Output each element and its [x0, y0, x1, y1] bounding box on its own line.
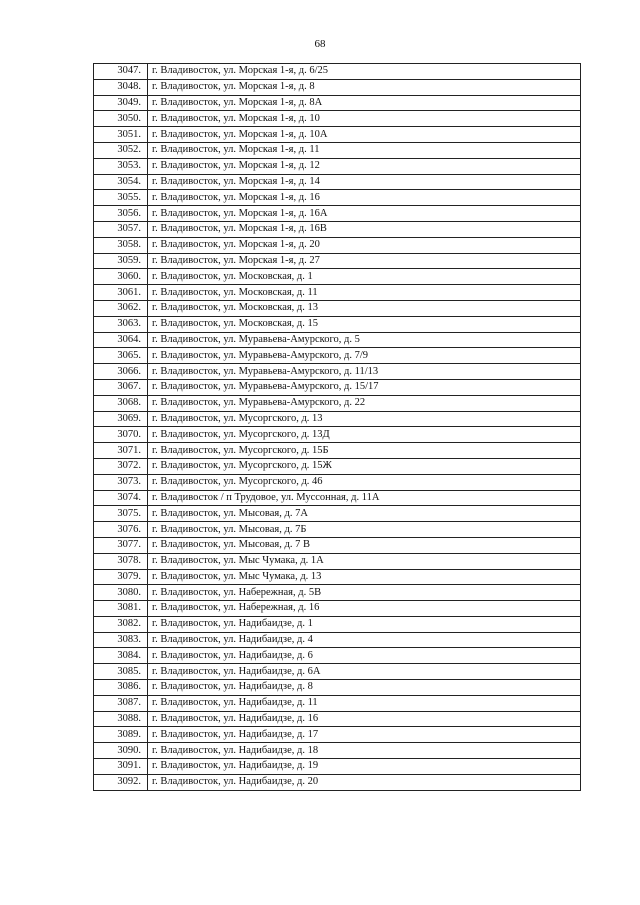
row-number: 3047.	[94, 64, 148, 80]
table-row	[94, 253, 581, 269]
row-number: 3064.	[94, 332, 148, 348]
row-number: 3058.	[94, 237, 148, 253]
table-row	[94, 221, 581, 237]
row-address: г. Владивосток, ул. Надибаидзе, д. 20	[148, 774, 581, 790]
row-number: 3068.	[94, 395, 148, 411]
table-row	[94, 364, 581, 380]
table-row	[94, 127, 581, 143]
row-number: 3066.	[94, 364, 148, 380]
row-number: 3070.	[94, 427, 148, 443]
table-row	[94, 348, 581, 364]
row-address: г. Владивосток, ул. Мыс Чумака, д. 13	[148, 569, 581, 585]
table-row	[94, 458, 581, 474]
table-row	[94, 632, 581, 648]
table-row	[94, 95, 581, 111]
row-number: 3089.	[94, 727, 148, 743]
row-number: 3088.	[94, 711, 148, 727]
row-address: г. Владивосток, ул. Надибаидзе, д. 16	[148, 711, 581, 727]
table-row	[94, 506, 581, 522]
table-row	[94, 601, 581, 617]
row-number: 3050.	[94, 111, 148, 127]
row-number: 3051.	[94, 127, 148, 143]
row-number: 3092.	[94, 774, 148, 790]
table-row	[94, 695, 581, 711]
table-row	[94, 522, 581, 538]
row-address: г. Владивосток, ул. Муравьева-Амурского, д. 22	[148, 395, 581, 411]
row-number: 3065.	[94, 348, 148, 364]
row-number: 3049.	[94, 95, 148, 111]
row-address: г. Владивосток, ул. Морская 1-я, д. 16В	[148, 221, 581, 237]
table-row	[94, 285, 581, 301]
row-address: г. Владивосток, ул. Надибаидзе, д. 6А	[148, 664, 581, 680]
table-row	[94, 585, 581, 601]
row-number: 3077.	[94, 537, 148, 553]
row-number: 3091.	[94, 759, 148, 775]
page-number: 68	[314, 38, 326, 50]
table-row	[94, 743, 581, 759]
table-row	[94, 537, 581, 553]
row-number: 3081.	[94, 601, 148, 617]
row-number: 3073.	[94, 474, 148, 490]
table-row	[94, 300, 581, 316]
table-row	[94, 727, 581, 743]
row-address: г. Владивосток, ул. Морская 1-я, д. 20	[148, 237, 581, 253]
row-address: г. Владивосток, ул. Мысовая, д. 7 В	[148, 537, 581, 553]
row-address: г. Владивосток, ул. Надибаидзе, д. 18	[148, 743, 581, 759]
row-address: г. Владивосток, ул. Мусоргского, д. 13Д	[148, 427, 581, 443]
row-address: г. Владивосток, ул. Муравьева-Амурского, д. 11/13	[148, 364, 581, 380]
row-number: 3069.	[94, 411, 148, 427]
table-row	[94, 379, 581, 395]
table-row	[94, 569, 581, 585]
row-number: 3079.	[94, 569, 148, 585]
table-row	[94, 427, 581, 443]
row-address: г. Владивосток, ул. Мысовая, д. 7А	[148, 506, 581, 522]
table-row	[94, 79, 581, 95]
row-number: 3060.	[94, 269, 148, 285]
row-number: 3074.	[94, 490, 148, 506]
table-row	[94, 474, 581, 490]
table-row	[94, 774, 581, 790]
row-address: г. Владивосток, ул. Морская 1-я, д. 27	[148, 253, 581, 269]
row-address: г. Владивосток, ул. Надибаидзе, д. 8	[148, 680, 581, 696]
table-row	[94, 490, 581, 506]
row-address: г. Владивосток, ул. Набережная, д. 16	[148, 601, 581, 617]
table-row	[94, 64, 581, 80]
row-address: г. Владивосток, ул. Мысовая, д. 7Б	[148, 522, 581, 538]
row-address: г. Владивосток, ул. Морская 1-я, д. 6/25	[148, 64, 581, 80]
table-row	[94, 443, 581, 459]
row-address: г. Владивосток, ул. Надибаидзе, д. 19	[148, 759, 581, 775]
row-address: г. Владивосток, ул. Морская 1-я, д. 12	[148, 158, 581, 174]
table-row	[94, 711, 581, 727]
row-address: г. Владивосток, ул. Надибаидзе, д. 6	[148, 648, 581, 664]
address-table-body	[94, 64, 581, 791]
table-row	[94, 174, 581, 190]
table-row	[94, 316, 581, 332]
row-number: 3090.	[94, 743, 148, 759]
row-address: г. Владивосток, ул. Московская, д. 11	[148, 285, 581, 301]
row-number: 3080.	[94, 585, 148, 601]
row-number: 3085.	[94, 664, 148, 680]
table-row	[94, 553, 581, 569]
row-number: 3054.	[94, 174, 148, 190]
row-address: г. Владивосток, ул. Надибаидзе, д. 17	[148, 727, 581, 743]
row-number: 3059.	[94, 253, 148, 269]
row-number: 3083.	[94, 632, 148, 648]
table-row	[94, 111, 581, 127]
table-row	[94, 332, 581, 348]
row-number: 3078.	[94, 553, 148, 569]
row-address: г. Владивосток, ул. Надибаидзе, д. 4	[148, 632, 581, 648]
row-address: г. Владивосток, ул. Морская 1-я, д. 10	[148, 111, 581, 127]
row-number: 3087.	[94, 695, 148, 711]
row-address: г. Владивосток, ул. Морская 1-я, д. 16А	[148, 206, 581, 222]
row-address: г. Владивосток, ул. Московская, д. 13	[148, 300, 581, 316]
row-number: 3055.	[94, 190, 148, 206]
row-address: г. Владивосток, ул. Надибаидзе, д. 1	[148, 616, 581, 632]
row-address: г. Владивосток, ул. Мусоргского, д. 13	[148, 411, 581, 427]
table-row	[94, 142, 581, 158]
row-number: 3072.	[94, 458, 148, 474]
table-row	[94, 269, 581, 285]
address-table	[93, 63, 581, 791]
row-number: 3056.	[94, 206, 148, 222]
row-number: 3057.	[94, 221, 148, 237]
row-number: 3062.	[94, 300, 148, 316]
row-address: г. Владивосток, ул. Морская 1-я, д. 10А	[148, 127, 581, 143]
row-address: г. Владивосток, ул. Морская 1-я, д. 8	[148, 79, 581, 95]
row-address: г. Владивосток / п Трудовое, ул. Муссонная, д. 11А	[148, 490, 581, 506]
row-address: г. Владивосток, ул. Муравьева-Амурского, д. 5	[148, 332, 581, 348]
row-address: г. Владивосток, ул. Московская, д. 15	[148, 316, 581, 332]
row-address: г. Владивосток, ул. Надибаидзе, д. 11	[148, 695, 581, 711]
table-row	[94, 190, 581, 206]
row-number: 3053.	[94, 158, 148, 174]
row-address: г. Владивосток, ул. Морская 1-я, д. 8А	[148, 95, 581, 111]
row-address: г. Владивосток, ул. Морская 1-я, д. 11	[148, 142, 581, 158]
row-number: 3048.	[94, 79, 148, 95]
table-row	[94, 680, 581, 696]
row-address: г. Владивосток, ул. Муравьева-Амурского, д. 7/9	[148, 348, 581, 364]
row-number: 3084.	[94, 648, 148, 664]
table-row	[94, 759, 581, 775]
row-number: 3052.	[94, 142, 148, 158]
row-address: г. Владивосток, ул. Мусоргского, д. 15Ж	[148, 458, 581, 474]
table-row	[94, 616, 581, 632]
row-number: 3082.	[94, 616, 148, 632]
row-number: 3071.	[94, 443, 148, 459]
table-row	[94, 411, 581, 427]
row-number: 3061.	[94, 285, 148, 301]
table-row	[94, 206, 581, 222]
row-number: 3075.	[94, 506, 148, 522]
row-address: г. Владивосток, ул. Мыс Чумака, д. 1А	[148, 553, 581, 569]
row-address: г. Владивосток, ул. Муравьева-Амурского, д. 15/17	[148, 379, 581, 395]
table-row	[94, 237, 581, 253]
row-address: г. Владивосток, ул. Морская 1-я, д. 16	[148, 190, 581, 206]
row-number: 3076.	[94, 522, 148, 538]
table-row	[94, 648, 581, 664]
table-row	[94, 395, 581, 411]
row-number: 3063.	[94, 316, 148, 332]
row-number: 3067.	[94, 379, 148, 395]
row-address: г. Владивосток, ул. Морская 1-я, д. 14	[148, 174, 581, 190]
row-address: г. Владивосток, ул. Мусоргского, д. 46	[148, 474, 581, 490]
table-row	[94, 664, 581, 680]
table-row	[94, 158, 581, 174]
row-address: г. Владивосток, ул. Набережная, д. 5В	[148, 585, 581, 601]
row-number: 3086.	[94, 680, 148, 696]
row-address: г. Владивосток, ул. Московская, д. 1	[148, 269, 581, 285]
row-address: г. Владивосток, ул. Мусоргского, д. 15Б	[148, 443, 581, 459]
